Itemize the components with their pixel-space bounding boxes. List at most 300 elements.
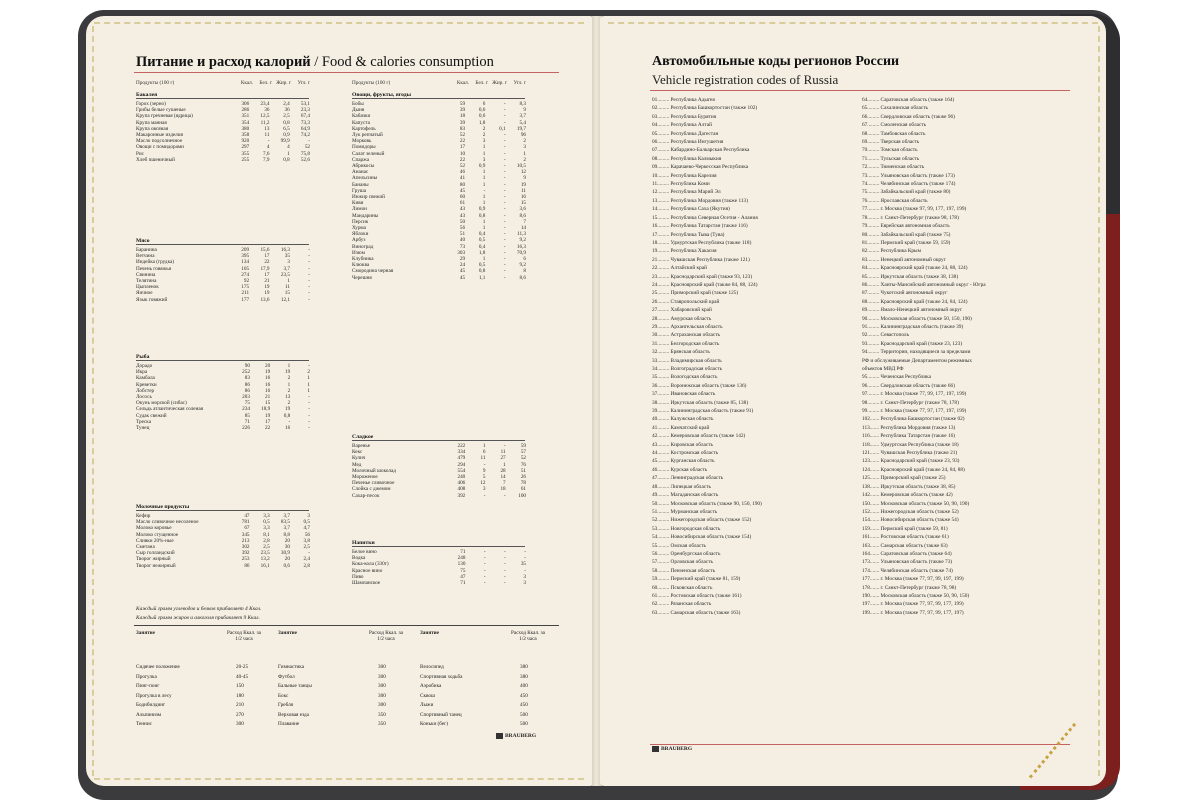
nutrient-value: 11	[521, 187, 526, 194]
product-name: Помидоры	[352, 144, 376, 151]
region-code-entry: 25......... Приморский край (также 125)	[652, 290, 739, 297]
product-name: Молоко сгущенное	[136, 531, 179, 538]
note-line: Каждый грамм жиров и алкоголя прибавляет 9 Ккал.	[136, 615, 260, 621]
table-header	[352, 80, 526, 86]
nutrient-value: 351	[241, 113, 250, 120]
nutrient-value: 41	[459, 175, 466, 182]
region-code-entry: 57......... Орловская область	[652, 559, 713, 566]
nutrient-value: 7,9	[262, 156, 270, 163]
header-label: Продукты (100 г)	[136, 80, 175, 86]
region-code-entry: 197....... г. Москва (также 77, 97, 99, 177, 199)	[862, 601, 964, 608]
nutrient-value: 4	[266, 144, 270, 151]
region-code-entry: 26......... Ставропольский край	[652, 298, 720, 305]
region-code-entry: 159....... Пермский край (также 59, 81)	[862, 525, 948, 532]
nutrient-value: -	[288, 418, 291, 425]
nutrient-value: -	[308, 271, 310, 278]
region-code-entry: 91......... Калининградская область (также 39)	[862, 323, 964, 330]
nutrient-value: 19	[264, 412, 271, 419]
region-code-entry: 82......... Республика Крым	[862, 248, 921, 255]
region-code-entry: 29......... Архангельская область	[652, 323, 723, 330]
nutrient-value: 6,5	[283, 125, 290, 132]
activity-kcal: 500	[520, 711, 528, 718]
nutrient-value: 53,1	[300, 101, 310, 107]
activity-kcal: 20-25	[236, 664, 249, 670]
nutrient-value: 479	[457, 455, 466, 462]
region-code-entry: 81......... Пермский край (также 59, 159)	[862, 239, 951, 246]
region-code-entry: 03......... Республика Бурятия	[652, 113, 717, 120]
header-label: Угл. г	[513, 80, 526, 86]
product-name: Пиво	[352, 573, 364, 580]
nutrient-value: -	[524, 567, 526, 574]
nutrient-value: 2,4	[283, 101, 290, 107]
region-code-entry: 44......... Костромская область	[652, 450, 719, 457]
region-code-entry: 123....... Краснодарский край (также 23, 93)	[862, 458, 960, 465]
nutrient-value: 71	[460, 549, 466, 555]
nutrient-value: 35	[284, 253, 290, 260]
nutrient-value: 20	[264, 363, 271, 369]
nutrient-value: -	[308, 418, 310, 425]
nutrient-value: 10	[459, 150, 466, 157]
nutrient-value: -	[308, 265, 310, 272]
product-name: Белое вино	[352, 549, 377, 555]
region-code-entry: 92......... Севастополь	[862, 332, 909, 339]
product-name: Черешня	[352, 274, 372, 281]
table-row	[136, 425, 310, 431]
nutrient-value: 3,3	[263, 513, 270, 519]
activity-name: Сквош	[420, 692, 435, 699]
nutrient-value: 392	[457, 492, 466, 499]
product-name: Крупа гречневая (ядрица)	[136, 113, 193, 120]
product-name: Яичное	[136, 290, 153, 297]
region-code-entry: 152....... Нижегородская область (также 52)	[862, 508, 959, 515]
activity-kcal: 210	[236, 702, 244, 708]
nutrient-value: -	[503, 580, 506, 587]
nutrient-value: -	[308, 247, 310, 253]
region-code-entry: 31......... Белгородская область	[652, 340, 720, 347]
nutrient-value: 80	[459, 181, 466, 188]
nutrient-value: 406	[457, 480, 466, 487]
nutrient-value: 0,6	[478, 107, 486, 114]
product-name: Виноград	[352, 243, 374, 250]
activity-name: Теннис	[136, 721, 152, 727]
nutrient-value: 1	[482, 175, 486, 182]
product-name: Мед	[352, 461, 362, 468]
nutrient-value: 1	[482, 150, 486, 157]
region-code-entry: 102....... Республика Башкортостан (также 02)	[862, 416, 965, 423]
nutrient-value: 19	[520, 181, 526, 188]
region-code-entry: 178....... г. Санкт-Петербург (также 78, 98)	[862, 584, 957, 591]
region-code-entry: 40......... Калужская область	[652, 416, 714, 423]
nutrient-value: 22	[459, 138, 466, 145]
nutrient-value: 1	[503, 461, 506, 468]
nutrient-value: 1	[482, 200, 486, 207]
nutrient-value: 59	[459, 101, 466, 107]
nutrient-value: 3,7	[283, 513, 290, 519]
nutrient-value: -	[308, 138, 310, 145]
nutrient-value: -	[503, 150, 506, 157]
nutrient-value: 22	[264, 425, 271, 432]
nutrient-value: -	[503, 231, 506, 238]
nutrient-value: 17,9	[260, 265, 270, 272]
region-code-entry: 22......... Алтайский край	[652, 265, 707, 272]
nutrient-value: 30	[284, 544, 290, 551]
nutrient-value: 209	[241, 247, 250, 253]
nutrient-value: 50	[459, 218, 466, 225]
nutrient-value: -	[503, 243, 506, 250]
nutrient-value: 9	[523, 107, 526, 114]
nutrient-value: 21	[264, 278, 270, 285]
product-name: Инжир свежий	[352, 194, 385, 201]
product-name: Печенье сливочное	[352, 480, 395, 487]
region-code-entry: 27......... Хабаровский край	[652, 307, 712, 314]
nutrient-value: 175	[241, 284, 250, 291]
nutrient-value: 253	[241, 556, 250, 563]
nutrient-value: -	[308, 290, 310, 297]
activity-rate-header: Расход Ккал. за 1/2 часа	[511, 630, 545, 642]
nutrient-value: -	[308, 400, 310, 407]
brand-mark-icon	[496, 733, 503, 739]
nutrient-value: 19	[285, 369, 291, 376]
nutrient-value: 60	[459, 194, 466, 201]
region-code-entry: 113....... Республика Мордовия (также 13)	[862, 424, 956, 431]
nutrient-value: -	[503, 132, 506, 139]
product-name: Икра	[136, 369, 148, 376]
activity-kcal: 300	[378, 702, 386, 708]
region-code-entry: 63......... Самарская область (также 163)	[652, 609, 741, 616]
region-code-entry: 45......... Курганская область	[652, 458, 715, 465]
activity-rate-header: Расход Ккал. за 1/2 часа	[227, 630, 261, 642]
nutrient-value: 67	[244, 525, 250, 532]
product-name: Киви	[352, 200, 364, 207]
region-code-entry: 173....... Ульяновская область (также 73)	[862, 559, 953, 566]
nutrient-value: 3	[482, 156, 486, 163]
region-code-entry: 17......... Республика Тыва (Тува)	[652, 231, 725, 238]
footer-rule	[650, 744, 1070, 745]
product-name: Творог нежирный	[136, 562, 176, 569]
product-name: Кефир	[136, 513, 151, 519]
product-name: Кулич	[352, 455, 366, 462]
nutrient-value: 1	[482, 218, 486, 225]
nutrient-value: 2,5	[303, 544, 310, 551]
nutrient-value: 1,1	[478, 274, 486, 281]
nutrient-value: 39	[459, 107, 466, 114]
nutrient-value: 0,8	[283, 119, 290, 126]
nutrient-value: 3,3	[263, 525, 270, 532]
activity-name: Лыжи	[420, 702, 434, 708]
product-name: Хурма	[352, 225, 366, 232]
nutrient-value: 83	[244, 375, 250, 382]
product-name: Масло сливочное несоленое	[136, 519, 199, 526]
product-name: Крупа овсяная	[136, 125, 169, 132]
nutrient-value: -	[308, 259, 310, 266]
nutrient-value: -	[503, 212, 506, 219]
region-code-entry: 116....... Республика Татарстан (также 16)	[862, 433, 956, 440]
nutrient-value: 56	[304, 531, 310, 538]
nutrient-value: 1	[287, 381, 291, 388]
nutrient-value: 0,4	[478, 243, 486, 250]
nutrient-value: 1	[482, 144, 486, 151]
nutrient-value: -	[483, 567, 486, 574]
region-code-entry: 94......... Территории, находящиеся за пределами	[862, 349, 971, 356]
note-line: Каждый грамм углеводов и белков прибавляет 4 Ккал.	[136, 606, 262, 612]
nutrient-value: 7	[523, 218, 526, 225]
nutrient-value: 1	[482, 256, 486, 263]
region-code-entry: РФ и обслуживаемые Департаментом режимных	[862, 357, 973, 364]
activity-name: Плавание	[278, 721, 300, 727]
nutrient-value: 71	[244, 418, 250, 425]
nutrient-value: 9,2	[519, 237, 526, 244]
nutrient-value: -	[483, 461, 486, 468]
product-name: Окунь морской (сибас)	[136, 400, 187, 407]
region-code-entry: 59......... Пермский край (также 81, 159)	[652, 576, 741, 583]
nutrient-value: 3	[523, 573, 526, 580]
region-code-entry: 66......... Свердловская область (также 96)	[862, 113, 955, 120]
nutrient-value: 61	[459, 200, 466, 207]
header-label: Жир. г	[276, 80, 291, 86]
region-code-entry: 72......... Тюменская область	[862, 164, 925, 171]
nutrient-value: 226	[242, 425, 250, 432]
nutrient-value: 1	[307, 387, 310, 394]
product-name: Водка	[352, 555, 366, 562]
region-code-entry: 90......... Московская область (также 50, 150, 190)	[862, 315, 972, 322]
nutrient-value: 358	[241, 132, 250, 139]
region-code-entry: 164....... Саратовская область (также 64)	[862, 550, 952, 557]
nutrient-value: -	[503, 573, 506, 580]
activity-name: Прогулка	[136, 673, 157, 680]
nutrient-value: -	[503, 561, 506, 568]
activity-kcal: 450	[520, 692, 528, 699]
region-code-entry: 74......... Челябинская область (также 174)	[862, 181, 956, 188]
region-code-entry: 24......... Красноярский край (также 84, 88, 124)	[652, 281, 758, 288]
product-name: Свинина	[136, 271, 156, 278]
nutrient-value: 75,8	[300, 150, 310, 157]
activity-kcal: 300	[378, 664, 386, 670]
nutrient-value: 240	[457, 474, 466, 481]
region-code-entry: 35......... Вологодская область	[652, 374, 718, 381]
nutrient-value: 2	[287, 375, 291, 382]
region-code-entry: 96......... Свердловская область (также 66)	[862, 382, 955, 389]
nutrient-value: 83,5	[280, 519, 290, 526]
section-title: Мясо	[136, 238, 309, 245]
nutrient-value: 0,5	[263, 519, 270, 526]
product-name: Хлеб пшеничный	[136, 156, 175, 163]
region-code-entry: 161....... Ростовская область (также 61)	[862, 534, 949, 541]
nutrient-value: -	[308, 296, 310, 303]
nutrient-value: 7,6	[262, 150, 270, 157]
nutrient-value: 85	[244, 412, 250, 419]
product-name: Сахар-песок	[352, 492, 380, 499]
product-name: Камбала	[136, 375, 155, 382]
nutrient-value: 2	[307, 369, 310, 376]
nutrient-value: -	[503, 107, 506, 114]
region-code-entry: 23......... Краснодарский край (также 93, 123)	[652, 273, 753, 280]
nutrient-value: -	[503, 274, 506, 281]
nutrient-value: -	[503, 492, 506, 499]
nutrition-table	[136, 363, 310, 431]
nutrient-value: -	[503, 555, 506, 562]
nutrient-value: -	[503, 225, 506, 232]
nutrient-value: 6	[482, 449, 486, 456]
activity-rate-header: Расход Ккал. за 1/2 часа	[369, 630, 403, 642]
region-code-entry: 70......... Томская область	[862, 147, 918, 154]
region-code-entry: 42......... Кемеровская область (также 142)	[652, 433, 746, 440]
nutrient-value: 274	[241, 271, 250, 278]
region-code-entry: 52......... Нижегородская область (также 152)	[652, 517, 752, 524]
nutrient-value: 71	[460, 580, 466, 587]
nutrient-value: 86	[244, 387, 250, 394]
nutrient-value: 2,8	[263, 537, 270, 544]
nutrient-value: 16,3	[280, 247, 290, 253]
nutrient-value: 255	[241, 156, 250, 163]
nutrient-value: 354	[241, 119, 250, 126]
region-code-entry: 07......... Кабардино-Балкарская Республика	[652, 147, 750, 154]
nutrient-value: 52	[459, 132, 466, 139]
product-name: Смородина черная	[352, 268, 394, 275]
region-code-entry: 99......... г. Москва (также 77, 97, 177, 197, 199)	[862, 408, 967, 415]
region-code-entry: 174....... Челябинская область (также 74)	[862, 567, 953, 574]
nutrient-value: 16	[264, 381, 271, 388]
region-code-entry: 85......... Иркутская область (также 38, 138)	[862, 273, 959, 280]
product-name: Ветчина	[136, 253, 155, 260]
nutrient-value: 2	[523, 156, 526, 163]
activity-header: Занятие	[278, 630, 297, 636]
header-label: Ккал.	[456, 80, 469, 86]
product-name: Лобстер	[136, 387, 155, 394]
nutrient-value: 52,6	[300, 156, 310, 163]
brand-logo: BRAUBERG	[652, 746, 692, 752]
activity-kcal: 40-45	[236, 673, 249, 680]
nutrient-value: 392	[241, 550, 250, 557]
nutrient-value: -	[308, 253, 310, 260]
activity-name: Пинг-понг	[136, 683, 160, 689]
region-code-entry: 76......... Ярославская область	[862, 197, 928, 204]
nutrient-value: -	[483, 561, 486, 568]
region-code-entry: 118....... Удмуртская Республика (также 18)	[862, 441, 959, 448]
nutrient-value: 8,6	[519, 274, 526, 281]
nutrient-value: 0,5	[478, 237, 486, 244]
region-code-entry: 32......... Брянская область	[652, 349, 710, 356]
activity-kcal: 300	[378, 673, 386, 680]
region-code-entry: 64......... Саратовская область (также 164)	[862, 97, 955, 103]
activity-kcal: 150	[236, 683, 244, 689]
product-name: Лосось	[136, 394, 152, 401]
nutrient-value: 286	[241, 107, 250, 114]
activity-name: Спортивная ходьба	[420, 673, 463, 680]
region-code-entry: 13......... Республика Мордовия (также 113)	[652, 197, 748, 204]
product-name: Капуста	[352, 119, 370, 126]
nutrient-value: 61	[520, 486, 526, 493]
product-name: Арбуз	[352, 237, 366, 244]
nutrient-value: 1	[523, 150, 526, 157]
region-code-entry: 54......... Новосибирская область (также 154)	[652, 534, 752, 541]
activity-kcal: 180	[236, 692, 244, 699]
activity-name: Гимнастика	[278, 664, 305, 670]
nutrient-value: 27	[500, 455, 506, 462]
nutrient-value: 15,6	[260, 247, 270, 253]
title-rule	[134, 72, 559, 73]
activity-kcal: 300	[378, 692, 386, 699]
nutrient-value: 306	[241, 101, 250, 107]
nutrient-value: 14	[500, 474, 506, 481]
nutrient-value: 19,7	[516, 125, 526, 132]
region-code-entry: 77......... г. Москва (также 97, 99, 177, 197, 199)	[862, 206, 967, 213]
region-code-entry: объектов МВД РФ	[862, 366, 904, 372]
nutrient-value: 67,4	[300, 113, 310, 120]
nutrition-table	[136, 247, 310, 303]
nutrient-value: -	[503, 206, 506, 213]
header-label: Бел. г	[259, 80, 272, 86]
product-name: Кока-кола (330г)	[352, 561, 389, 568]
region-code-entry: 97......... г. Москва (также 77, 99, 177, 197, 199)	[862, 391, 967, 398]
region-code-entry: 60......... Псковская область	[652, 584, 713, 591]
region-code-entry: 62......... Рязанская область	[652, 601, 712, 608]
nutrient-value: 7	[503, 480, 506, 487]
nutrient-value: -	[308, 284, 310, 291]
nutrient-value: 177	[241, 296, 250, 303]
nutrient-value: 76	[520, 461, 526, 468]
activity-name: Прогулка в лесу	[136, 692, 172, 699]
nutrient-value: 75	[244, 400, 250, 407]
nutrient-value: 0,9	[283, 132, 290, 139]
nutrient-value: -	[503, 113, 506, 120]
stitching	[94, 778, 584, 780]
region-code-entry: 48......... Липецкая область	[652, 483, 711, 490]
region-code-entry: 04......... Республика Алтай	[652, 122, 712, 129]
nutrient-value: -	[503, 163, 506, 170]
region-code-entry: 34......... Волгоградская область	[652, 366, 723, 372]
nutrient-value: 13,6	[260, 296, 270, 303]
nutrient-value: 920	[241, 138, 250, 145]
nutrient-value: 70,9	[516, 249, 526, 256]
region-code-entry: 53......... Новгородская область	[652, 525, 721, 532]
nutrient-value: 52	[520, 455, 526, 462]
region-code-entry: 12......... Республика Марий Эл	[652, 189, 721, 196]
region-code-entry: 50......... Московская область (также 90, 150, 190)	[652, 500, 762, 507]
nutrition-table	[136, 101, 310, 163]
product-name: Изюм	[352, 249, 365, 256]
nutrient-value: 203	[242, 394, 250, 401]
nutrient-value: -	[503, 169, 506, 176]
region-code-entry: 67......... Смоленская область	[862, 122, 927, 129]
nutrient-value: 1,8	[478, 119, 486, 126]
region-code-entry: 56......... Оренбургская область	[652, 550, 721, 557]
region-code-entry: 15......... Республика Северная Осетия - Алания	[652, 214, 758, 221]
activity-kcal: 380	[520, 673, 528, 680]
nutrient-value: 8,3	[519, 101, 526, 107]
nutrient-value: 2	[287, 387, 291, 394]
region-code-entry: 71......... Тульская область	[862, 155, 920, 162]
nutrient-value: 51	[459, 231, 466, 238]
nutrient-value: 2,8	[303, 562, 310, 569]
nutrient-value: 0,5	[303, 519, 310, 526]
region-code-entry: 65......... Сахалинская область	[862, 105, 928, 112]
nutrient-value: 29	[459, 256, 466, 263]
region-code-entry: 30......... Астраханская область	[652, 332, 720, 339]
nutrition-table	[352, 101, 526, 281]
activity-name: Футбол	[278, 673, 295, 680]
nutrient-value: -	[483, 492, 486, 499]
nutrient-value: 8	[523, 268, 526, 275]
region-code-entry: 08......... Республика Калмыкия	[652, 155, 722, 162]
section-title: Рыба	[136, 354, 309, 361]
region-code-entry: 36......... Воронежская область (также 136)	[652, 382, 747, 389]
product-name: Тунец	[136, 425, 150, 432]
nutrient-value: 0,9	[478, 206, 486, 213]
activity-name: Бальные танцы	[278, 683, 312, 689]
nutrient-value: 5,4	[519, 119, 526, 126]
nutrient-value: 36	[264, 107, 270, 114]
nutrient-value: -	[503, 249, 506, 256]
